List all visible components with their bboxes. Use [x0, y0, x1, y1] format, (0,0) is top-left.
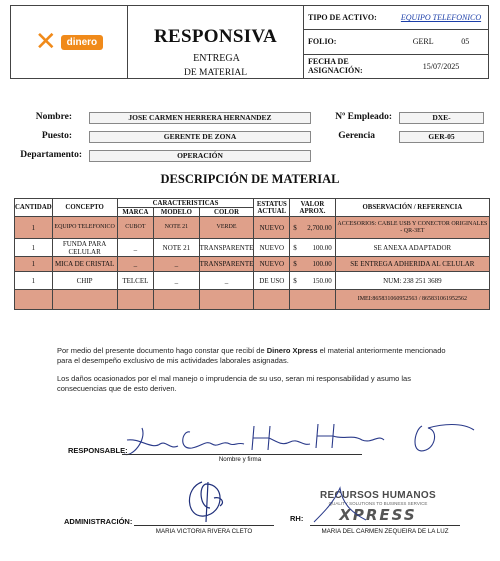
logo-x-icon: ✕	[34, 27, 57, 57]
cell-estatus: NUEVO	[254, 239, 290, 257]
cell-cantidad: 1	[15, 217, 53, 239]
cell-concepto: MICA DE CRISTAL	[52, 257, 117, 272]
cell-currency	[290, 290, 301, 310]
empleado-label: Nº Empleado:	[335, 112, 392, 122]
responsable-signature-line	[122, 454, 362, 455]
cell-currency: $	[290, 257, 301, 272]
title-cell	[128, 6, 304, 78]
cell-observacion: ACCESORIOS: CABLE USB Y CONECTOR ORIGINALES - QR-3ET	[335, 217, 489, 239]
cell-valor: 150.00	[301, 272, 336, 290]
cell-estatus: NUEVO	[254, 257, 290, 272]
declaration-brand: Dinero Xpress	[266, 346, 318, 355]
cell-color	[199, 290, 254, 310]
tipo-activo-value[interactable]: EQUIPO TELEFONICO	[400, 13, 482, 23]
gerencia-label: Gerencia	[338, 131, 375, 141]
cell-valor: 100.00	[301, 257, 336, 272]
cell-modelo: NOTE 21	[154, 217, 199, 239]
responsable-signature	[122, 420, 482, 465]
responsable-label: RESPONSABLE:	[68, 446, 128, 455]
document-header	[10, 5, 489, 79]
cell-observacion: SE ANEXA ADAPTADOR	[335, 239, 489, 257]
cell-concepto: FUNDA PARA CELULAR	[52, 239, 117, 257]
document-subtitle: DE MATERIAL	[183, 68, 248, 78]
col-observacion: OBSERVACIÓN / REFERENCIA	[335, 199, 489, 217]
declaration-text-b: el material anteriormente mencionado para el desempeño exclusivo de mis actividades laborales asignadas.	[57, 346, 446, 365]
cell-observacion: NUM: 238 251 3689	[335, 272, 489, 290]
cell-valor: 100.00	[301, 239, 336, 257]
cell-estatus	[254, 290, 290, 310]
administracion-name: MARIA VICTORIA RIVERA CLETO	[155, 528, 253, 535]
table-row	[15, 290, 490, 310]
col-estatus: ESTATUS ACTUAL	[254, 199, 290, 217]
departamento-field: OPERACIÓN	[89, 150, 311, 162]
departamento-label: Departamento:	[20, 150, 82, 160]
folio-number: 05	[461, 37, 470, 47]
cell-observacion: SE ENTREGA ADHERIDA AL CELULAR	[335, 257, 489, 272]
cell-modelo: NOTE 21	[154, 239, 199, 257]
cell-marca: _	[117, 257, 154, 272]
folio-row	[304, 30, 488, 54]
cell-marca	[117, 290, 154, 310]
folio-value	[394, 37, 488, 46]
cell-color: VERDE	[199, 217, 254, 239]
fecha-value: 15/07/2025	[422, 61, 460, 71]
col-valor: VALOR APROX.	[290, 199, 336, 217]
stamp-brand: XPRESS	[339, 506, 417, 524]
rh-name: MARIA DEL CARMEN ZEQUEIRA DE LA LUZ	[321, 528, 449, 535]
stamp-line: QUALITY SOLUTIONS TO BUSINESS SERVICE	[328, 501, 428, 506]
cell-observacion: IMEI:865831060952563 / 865831061952562	[335, 290, 489, 310]
col-caracteristicas: CARACTERISTICAS	[117, 199, 254, 208]
header-meta	[304, 6, 488, 78]
dinero-xpress-logo	[35, 29, 103, 55]
liability-paragraph: Los daños ocasionados por el mal manejo o imprudencia de su uso, seran mi responsabilidad y asumo las consecuencias que de esto deriven.	[57, 374, 411, 393]
table-row	[15, 239, 490, 257]
gerencia-field: GER-05	[399, 131, 484, 143]
cell-cantidad	[15, 290, 53, 310]
cell-marca: _	[117, 239, 154, 257]
col-marca: MARCA	[117, 208, 154, 217]
cell-marca: CUBOT	[117, 217, 154, 239]
document-title-side: ENTREGA	[193, 53, 240, 64]
table-row	[15, 272, 490, 290]
administracion-label: ADMINISTRACIÓN:	[64, 517, 133, 526]
cell-cantidad: 1	[15, 257, 53, 272]
nombre-firma-caption: Nombre y firma	[218, 456, 262, 463]
administracion-signature-line	[134, 525, 274, 526]
table-row	[15, 257, 490, 272]
nombre-label: Nombre:	[35, 112, 72, 122]
folio-code: GERL	[412, 37, 434, 47]
cell-color: TRANSPARENTE	[199, 239, 254, 257]
cell-estatus: DE USO	[254, 272, 290, 290]
stamp-title: RECURSOS HUMANOS	[320, 490, 436, 501]
nombre-field: JOSE CARMEN HERRERA HERNANDEZ	[89, 112, 311, 124]
administracion-signature	[180, 478, 240, 524]
rh-label: RH:	[290, 514, 304, 523]
col-color: COLOR	[199, 208, 254, 217]
declaration-text-a: Por medio del presente documento hago constar que recibí de	[57, 346, 267, 355]
logo-cell	[11, 6, 128, 78]
puesto-field: GERENTE DE ZONA	[89, 131, 311, 143]
cell-valor	[301, 290, 336, 310]
col-modelo: MODELO	[154, 208, 199, 217]
cell-modelo: _	[154, 272, 199, 290]
cell-modelo: _	[154, 257, 199, 272]
cell-concepto: EQUIPO TELEFONICO	[52, 217, 117, 239]
table-row	[15, 217, 490, 239]
document-title: RESPONSIVA	[153, 26, 278, 47]
cell-cantidad: 1	[15, 239, 53, 257]
col-cantidad: CANTIDAD	[15, 199, 53, 217]
cell-estatus: NUEVO	[254, 217, 290, 239]
cell-modelo	[154, 290, 199, 310]
tipo-activo-row	[304, 6, 488, 30]
cell-concepto: CHIP	[52, 272, 117, 290]
cell-color: TRANSPARENTE	[199, 257, 254, 272]
rh-signature	[310, 482, 370, 526]
cell-currency: $	[290, 272, 301, 290]
cell-concepto	[52, 290, 117, 310]
cell-currency: $	[290, 217, 301, 239]
section-title: DESCRIPCIÓN DE MATERIAL	[160, 172, 340, 186]
cell-color: _	[199, 272, 254, 290]
declaration-paragraph	[57, 346, 457, 366]
cell-marca: TELCEL	[117, 272, 154, 290]
folio-label: FOLIO:	[308, 37, 337, 47]
cell-currency: $	[290, 239, 301, 257]
cell-valor: 2,700.00	[301, 217, 336, 239]
tipo-activo-label: TIPO DE ACTIVO:	[308, 13, 377, 23]
fecha-row	[304, 55, 488, 78]
fecha-label: FECHA DE ASIGNACIÓN:	[308, 57, 363, 76]
material-table	[14, 198, 490, 310]
rh-signature-line	[310, 525, 460, 526]
logo-word: dinero	[61, 35, 104, 50]
puesto-label: Puesto:	[41, 131, 72, 141]
col-concepto: CONCEPTO	[52, 199, 117, 217]
cell-cantidad: 1	[15, 272, 53, 290]
empleado-field: DXE-	[399, 112, 484, 124]
